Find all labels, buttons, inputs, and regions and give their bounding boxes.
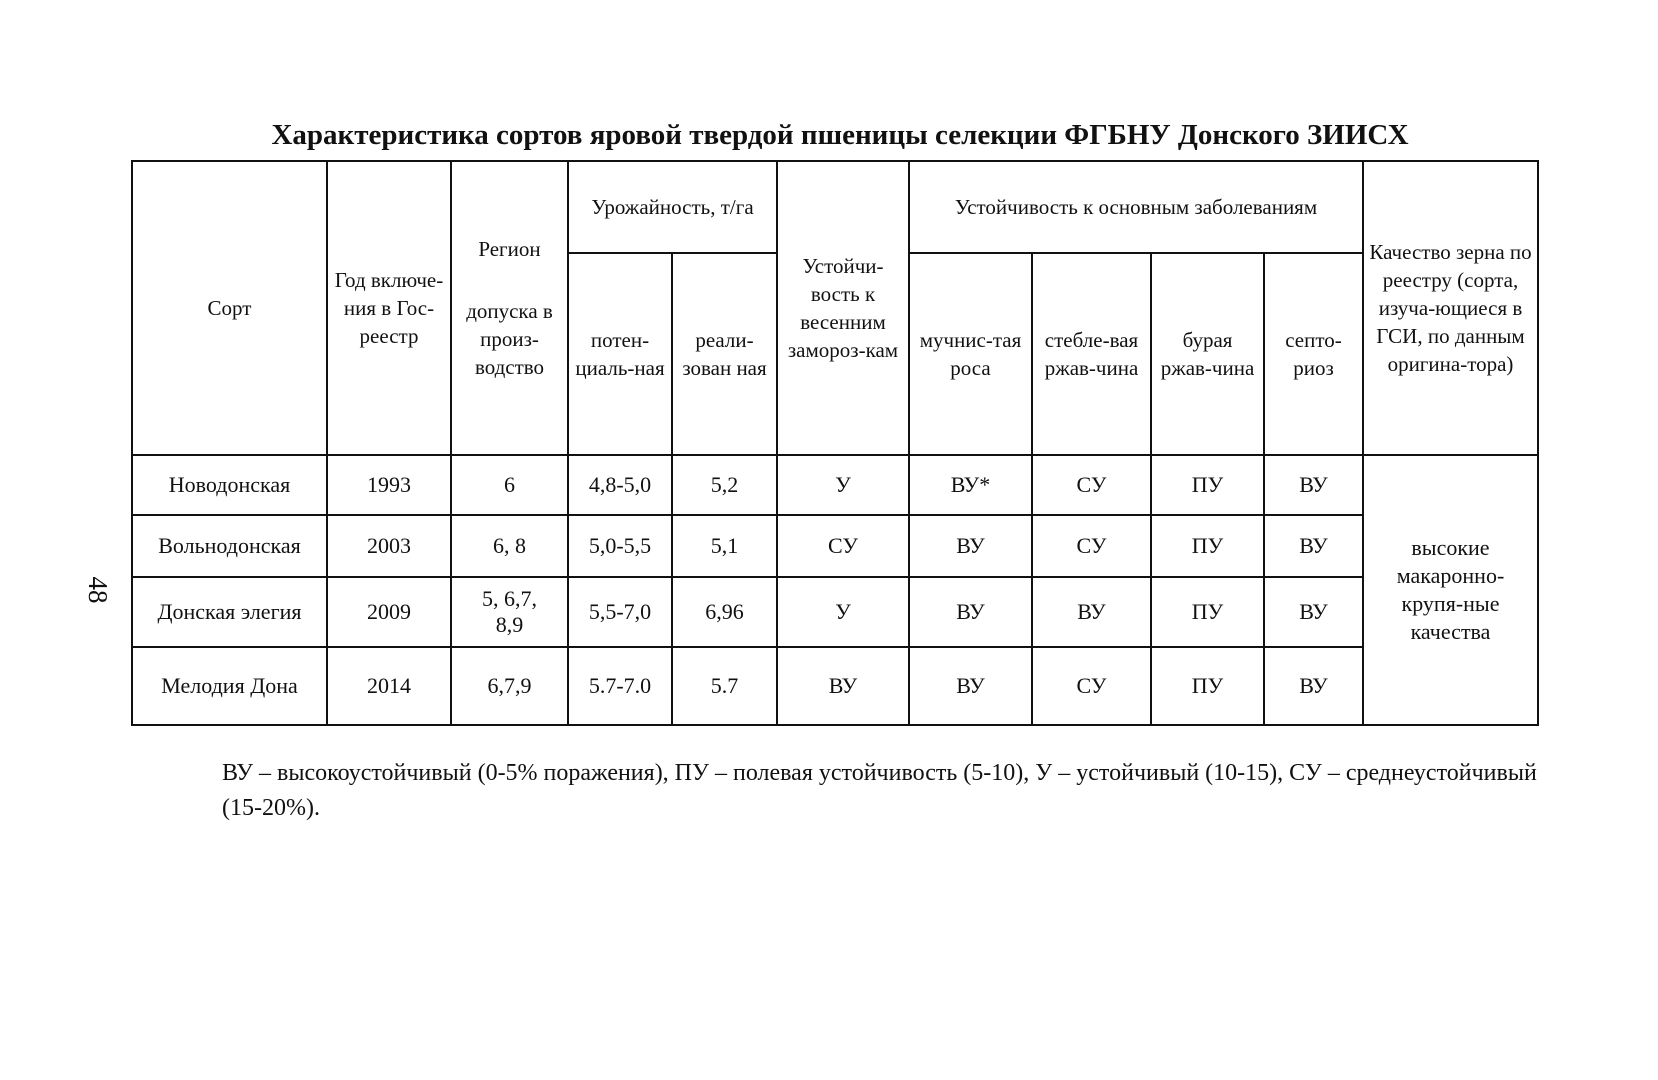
cell-year: 2003 xyxy=(327,515,451,577)
cell-year: 2009 xyxy=(327,577,451,647)
header-region-top: Регион xyxy=(478,237,541,261)
footnote: ВУ – высокоустойчивый (0-5% поражения), ПУ – полевая устойчивость (5-10), У – устойчивый (10-15), СУ – среднеустойчивый (15-20%). xyxy=(222,760,1537,821)
header-yield-group: Урожайность, т/га xyxy=(568,161,777,253)
cell-region: 6 xyxy=(451,455,568,515)
header-quality: Качество зерна по реестру (сорта, изуча-ющиеся в ГСИ, по данным оригина-тора) xyxy=(1363,161,1538,455)
cell-year: 2014 xyxy=(327,647,451,725)
header-disease-group: Устойчивость к основным заболеваниям xyxy=(909,161,1363,253)
table-row xyxy=(132,647,1538,725)
cell-sort: Новодонская xyxy=(132,455,327,515)
cell-powdery-mildew: ВУ xyxy=(909,647,1032,725)
cell-stem-rust: СУ xyxy=(1032,647,1151,725)
table-title: Характеристика сортов яровой твердой пшеницы селекции ФГБНУ Донского ЗИИСХ xyxy=(271,119,1409,151)
cell-region-text: 5, 6,7, 8,9 xyxy=(482,585,537,637)
cell-yield-potential: 5,5-7,0 xyxy=(568,577,672,647)
cell-stem-rust: СУ xyxy=(1032,515,1151,577)
varieties-table xyxy=(131,160,1539,726)
cell-region xyxy=(451,577,568,647)
header-yield-potential: потен-циаль-ная xyxy=(568,253,672,455)
cell-brown-rust: ПУ xyxy=(1151,647,1264,725)
cell-powdery-mildew: ВУ xyxy=(909,577,1032,647)
cell-sort: Донская элегия xyxy=(132,577,327,647)
cell-frost: У xyxy=(777,577,909,647)
cell-frost: ВУ xyxy=(777,647,909,725)
header-frost: Устойчи-вость к весенним замороз-кам xyxy=(777,161,909,455)
cell-stem-rust: ВУ xyxy=(1032,577,1151,647)
cell-year: 1993 xyxy=(327,455,451,515)
cell-frost: У xyxy=(777,455,909,515)
cell-sort: Мелодия Дона xyxy=(132,647,327,725)
cell-brown-rust: ПУ xyxy=(1151,455,1264,515)
cell-powdery-mildew: ВУ* xyxy=(909,455,1032,515)
header-year: Год включе-ния в Гос-реестр xyxy=(327,161,451,455)
cell-powdery-mildew: ВУ xyxy=(909,515,1032,577)
cell-yield-realized: 5,2 xyxy=(672,455,777,515)
cell-stem-rust: СУ xyxy=(1032,455,1151,515)
header-region xyxy=(451,161,568,455)
table-row xyxy=(132,455,1538,515)
cell-quality: высокие макаронно-крупя-ные качества xyxy=(1363,455,1538,725)
header-sort: Сорт xyxy=(132,161,327,455)
header-powdery-mildew: мучнис-тая роса xyxy=(909,253,1032,455)
cell-yield-potential: 5.7-7.0 xyxy=(568,647,672,725)
cell-septoria: ВУ xyxy=(1264,515,1363,577)
cell-septoria: ВУ xyxy=(1264,455,1363,515)
cell-brown-rust: ПУ xyxy=(1151,515,1264,577)
header-septoria: септо-риоз xyxy=(1264,253,1363,455)
table-row xyxy=(132,515,1538,577)
cell-region: 6,7,9 xyxy=(451,647,568,725)
cell-yield-realized: 6,96 xyxy=(672,577,777,647)
header-stem-rust: стебле-вая ржав-чина xyxy=(1032,253,1151,455)
cell-brown-rust: ПУ xyxy=(1151,577,1264,647)
cell-yield-realized: 5,1 xyxy=(672,515,777,577)
page-number: 48 xyxy=(83,576,113,604)
cell-yield-realized: 5.7 xyxy=(672,647,777,725)
cell-yield-potential: 5,0-5,5 xyxy=(568,515,672,577)
cell-frost: СУ xyxy=(777,515,909,577)
cell-region: 6, 8 xyxy=(451,515,568,577)
cell-septoria: ВУ xyxy=(1264,577,1363,647)
cell-sort: Вольнодонская xyxy=(132,515,327,577)
cell-yield-potential: 4,8-5,0 xyxy=(568,455,672,515)
cell-septoria: ВУ xyxy=(1264,647,1363,725)
header-brown-rust: бурая ржав-чина xyxy=(1151,253,1264,455)
table-row xyxy=(132,577,1538,647)
header-yield-realized: реали-зован ная xyxy=(672,253,777,455)
header-region-bottom: допуска в произ-водство xyxy=(466,299,553,379)
